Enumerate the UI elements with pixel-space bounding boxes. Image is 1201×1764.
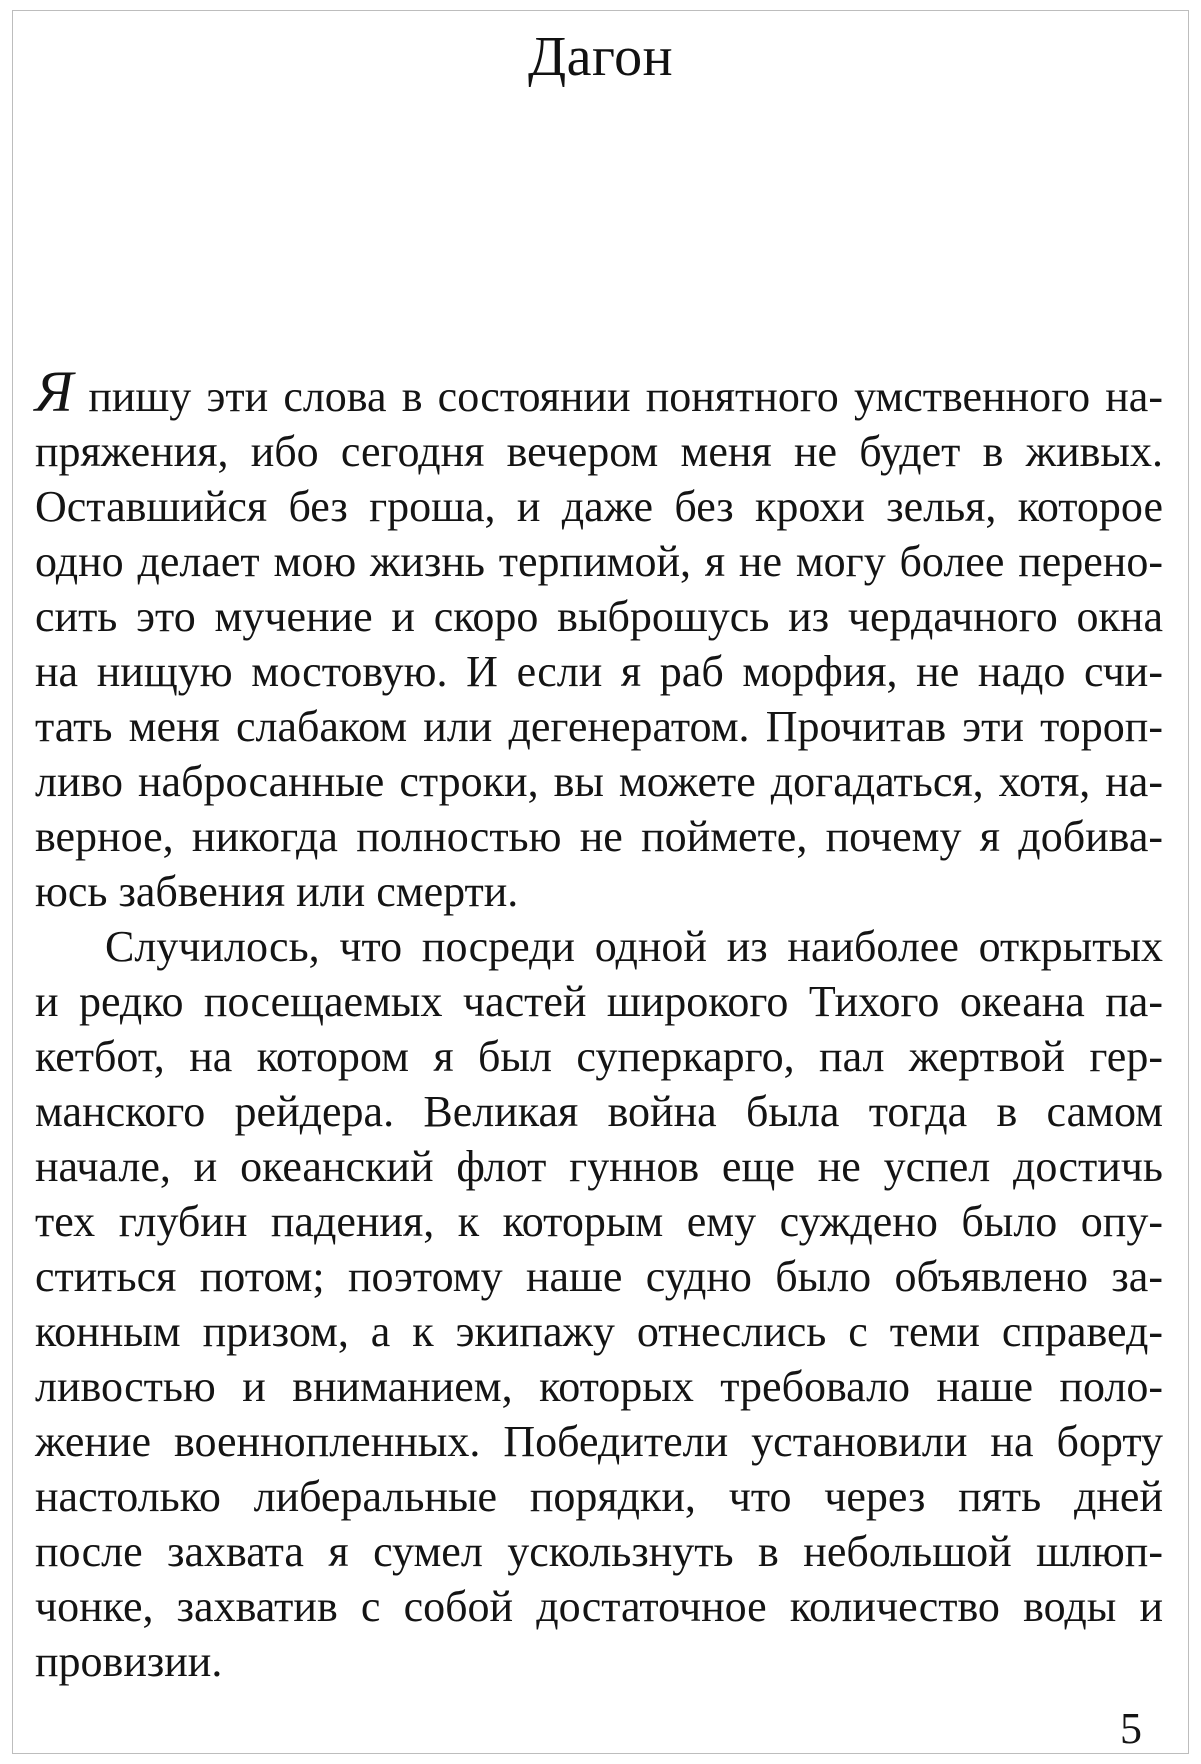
paragraph-2 bbox=[35, 919, 1163, 1689]
text-line: кетбот, на котором я был суперкарго, пал жертвой гер- bbox=[35, 1032, 1163, 1081]
text-line: после захвата я сумел ускользнуть в небольшой шлюп- bbox=[35, 1527, 1163, 1576]
text-line: конным призом, а к экипажу отнеслись с теми справед- bbox=[35, 1307, 1163, 1356]
text-line: Случилось, что посреди одной из наиболее открытых bbox=[105, 922, 1163, 971]
first-line-text: пишу эти слова в состоянии понятного умственного на- bbox=[73, 372, 1163, 421]
text-line: одно делает мою жизнь терпимой, я не могу более перено- bbox=[35, 537, 1163, 586]
paragraph-1-line-1 bbox=[35, 359, 1163, 424]
body-text bbox=[35, 359, 1163, 1689]
chapter-title: Дагон bbox=[527, 26, 674, 88]
text-line: начале, и океанский флот гуннов еще не успел достичь bbox=[35, 1142, 1163, 1191]
text-line: тех глубин падения, к которым ему суждено было опу- bbox=[35, 1197, 1163, 1246]
text-line: манского рейдера. Великая война была тогда в самом bbox=[35, 1087, 1163, 1136]
text-line: жение военнопленных. Победители установили на борту bbox=[35, 1417, 1163, 1466]
text-line: провизии. bbox=[35, 1637, 223, 1686]
text-line: юсь забвения или смерти. bbox=[35, 867, 519, 916]
text-line: на нищую мостовую. И если я раб морфия, не надо счи- bbox=[35, 647, 1163, 696]
text-line: чонке, захватив с собой достаточное количество воды и bbox=[35, 1582, 1163, 1631]
text-line: и редко посещаемых частей широкого Тихого океана па- bbox=[35, 977, 1163, 1026]
text-line: ливо набросанные строки, вы можете догадаться, хотя, на- bbox=[35, 757, 1163, 806]
text-line: настолько либеральные порядки, что через пять дней bbox=[35, 1472, 1163, 1521]
text-line: Оставшийся без гроша, и даже без крохи зелья, которое bbox=[35, 482, 1163, 531]
paragraph-1 bbox=[35, 359, 1163, 919]
text-line: ститься потом; поэтому наше судно было объявлено за- bbox=[35, 1252, 1163, 1301]
drop-cap: Я bbox=[35, 359, 74, 424]
page-frame bbox=[12, 10, 1189, 1754]
page-number: 5 bbox=[1120, 1704, 1142, 1753]
text-line: верное, никогда полностью не поймете, почему я добива- bbox=[35, 812, 1163, 861]
text-line: сить это мучение и скоро выброшусь из чердачного окна bbox=[35, 592, 1163, 641]
text-line: ливостью и вниманием, которых требовало наше поло- bbox=[35, 1362, 1163, 1411]
text-line: пряжения, ибо сегодня вечером меня не будет в живых. bbox=[35, 427, 1163, 476]
text-line: тать меня слабаком или дегенератом. Прочитав эти тороп- bbox=[35, 702, 1163, 751]
